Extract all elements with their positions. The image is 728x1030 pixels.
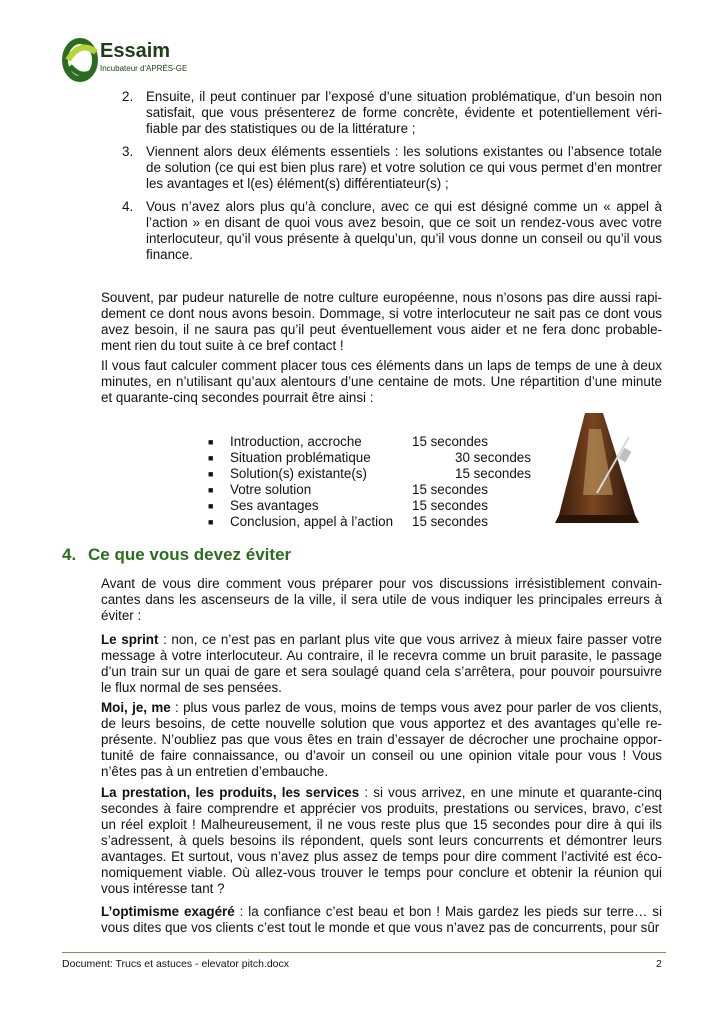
step-text: Viennent alors deux éléments essentiels : les solutions existantes ou l’absence totale de solution (ce qui est bien plus rare) et votre solution ce qui vous permet d’en montrer les avantages et l(es) élément(s) différentiateur(s) ;: [146, 144, 662, 191]
step-item: [122, 144, 662, 192]
step-text: Ensuite, il peut continuer par l’exposé d’une situation problématique, d’un besoin non satisfait, que vous présenterez de forme concrète, évidente et potentiellement véri- fiable par des statistiques ou de la littérature ;: [146, 89, 662, 136]
error-term: Moi, je, me: [101, 700, 171, 715]
square-bullet-icon: ■: [208, 437, 214, 447]
error-item: [101, 904, 662, 936]
error-text: : non, ce n’est pas en parlant plus vite que vous arrivez à mieux faire passer votre message à votre interlocuteur. Au contraire, il le recevra comme un bruit parasite, le passage d’un train sur un quai de gare et sera soulagé quand cela s’arrêtera, pour pouvoir poursuivre le flux normal de ses pensées.: [101, 632, 662, 695]
schedule-label: Votre solution: [230, 482, 312, 497]
error-text: : la confiance c’est beau et bon ! Mais gardez les pieds sur terre… si vous dites que vos clients c’est tout le monde et que vous n’avez pas de concurrents, pour sûr: [101, 904, 662, 935]
numbered-steps: [122, 89, 662, 270]
schedule-duration: 30 secondes: [455, 450, 531, 465]
schedule-label: Situation problématique: [230, 450, 371, 465]
square-bullet-icon: ■: [208, 485, 214, 495]
schedule-duration: 15 secondes: [412, 514, 488, 529]
square-bullet-icon: ■: [208, 517, 214, 527]
step-number: 3.: [122, 144, 134, 159]
square-bullet-icon: ■: [208, 469, 214, 479]
paragraph-pudeur: Souvent, par pudeur naturelle de notre culture européenne, nous n’osons pas dire aussi rapi- dement ce dont nous avons besoin. Dommage, si votre interlocuteur ne sait pas ce dont vous avez besoin, il ne saura pas qu’il peut éventuellement vous aider et ne fera donc probable- ment rien du tout suite à ce bref contact !: [101, 290, 662, 353]
schedule-item: [208, 466, 538, 482]
logo-subtitle: Incubateur d'APRÈS-GE: [100, 64, 188, 73]
schedule-item: [208, 450, 538, 466]
schedule-duration: 15 secondes: [455, 466, 531, 481]
schedule-label: Ses avantages: [230, 498, 319, 513]
logo-name: Essaim: [100, 40, 171, 62]
error-term: La prestation, les produits, les services: [101, 785, 360, 800]
schedule-duration: 15 secondes: [412, 498, 488, 513]
schedule-item: [208, 514, 538, 530]
schedule-duration: 15 secondes: [412, 482, 488, 497]
step-number: 4.: [122, 199, 134, 214]
essaim-logo: [62, 36, 222, 88]
square-bullet-icon: ■: [208, 453, 214, 463]
square-bullet-icon: ■: [208, 501, 214, 511]
error-term: Le sprint: [101, 632, 159, 647]
paragraph-calcul: Il vous faut calculer comment placer tous ces éléments dans un laps de temps de une à deux minutes, en n’utilisant qu’aux alentours d’une centaine de mots. Une répartition d’une minute et quarante-cinq secondes pourrait être ainsi :: [101, 358, 662, 405]
step-item: [122, 89, 662, 137]
error-text: : si vous arrivez, en une minute et quarante-cinq secondes à faire comprendre et apprécier vos produits, prestations ou services, bravo, c’est un réel exploit ! Malheureusement, il ne vous reste plus que 15 secondes pour dire à qui ils s’adressent, à quels besoins ils répondent, quels sont leurs concurrents et démontrer leurs avantages. Et surtout, vous n’avez plus assez de temps pour dire comment l’activité est éco- nomiquement viable. Où allez-vous trouver le temps pour conclure et obtenir la réunion qui vous intéresse tant ?: [101, 785, 662, 896]
footer-divider: [62, 952, 666, 953]
error-item: [101, 700, 662, 780]
step-text: Vous n’avez alors plus qu’à conclure, avec ce qui est désigné comme un « appel à l’action » en disant de quoi vous avez besoin, que ce soit un rendez-vous avec votre interlocuteur, qu’il vous présente à quelqu’un, qu’il vous donne un conseil ou qu’il vous finance.: [146, 199, 662, 262]
time-schedule-list: [208, 434, 538, 530]
section-title: Ce que vous devez éviter: [88, 545, 292, 564]
essaim-logo-icon: [62, 36, 102, 82]
footer-page-number: 2: [656, 958, 662, 970]
schedule-label: Introduction, accroche: [230, 434, 362, 449]
error-item: [101, 632, 662, 696]
section-number: 4.: [62, 545, 77, 564]
paragraph-intro: Avant de vous dire comment vous préparer pour vos discussions irrésistiblement convain- cantes dans les ascenseurs de la ville, il sera utile de vous indiquer les principales erreurs à éviter :: [101, 576, 662, 623]
step-number: 2.: [122, 89, 134, 104]
schedule-item: [208, 482, 538, 498]
schedule-label: Solution(s) existante(s): [230, 466, 367, 481]
step-item: [122, 199, 662, 263]
error-text: : plus vous parlez de vous, moins de temps vous avez pour parler de vos clients, de leurs besoins, de cette nouvelle solution que vous apportez et des avantages qu’elle re- présente. N’oubliez pas que vous êtes en train d’essayer de décrocher une prochaine oppor- tunité de faire connaissance, ou d’avoir un conseil ou une opinion vitale pour vous ! Vous n’êtes pas à un entretien d’embauche.: [101, 700, 662, 779]
footer-document-name: Document: Trucs et astuces - elevator pitch.docx: [62, 958, 290, 970]
metronome-image: [555, 407, 655, 525]
schedule-label: Conclusion, appel à l’action: [230, 514, 394, 529]
schedule-item: [208, 498, 538, 514]
section-heading: [62, 545, 291, 565]
error-item: [101, 785, 662, 897]
schedule-item: [208, 434, 538, 450]
schedule-duration: 15 secondes: [412, 434, 488, 449]
error-term: L’optimisme exagéré: [101, 904, 235, 919]
